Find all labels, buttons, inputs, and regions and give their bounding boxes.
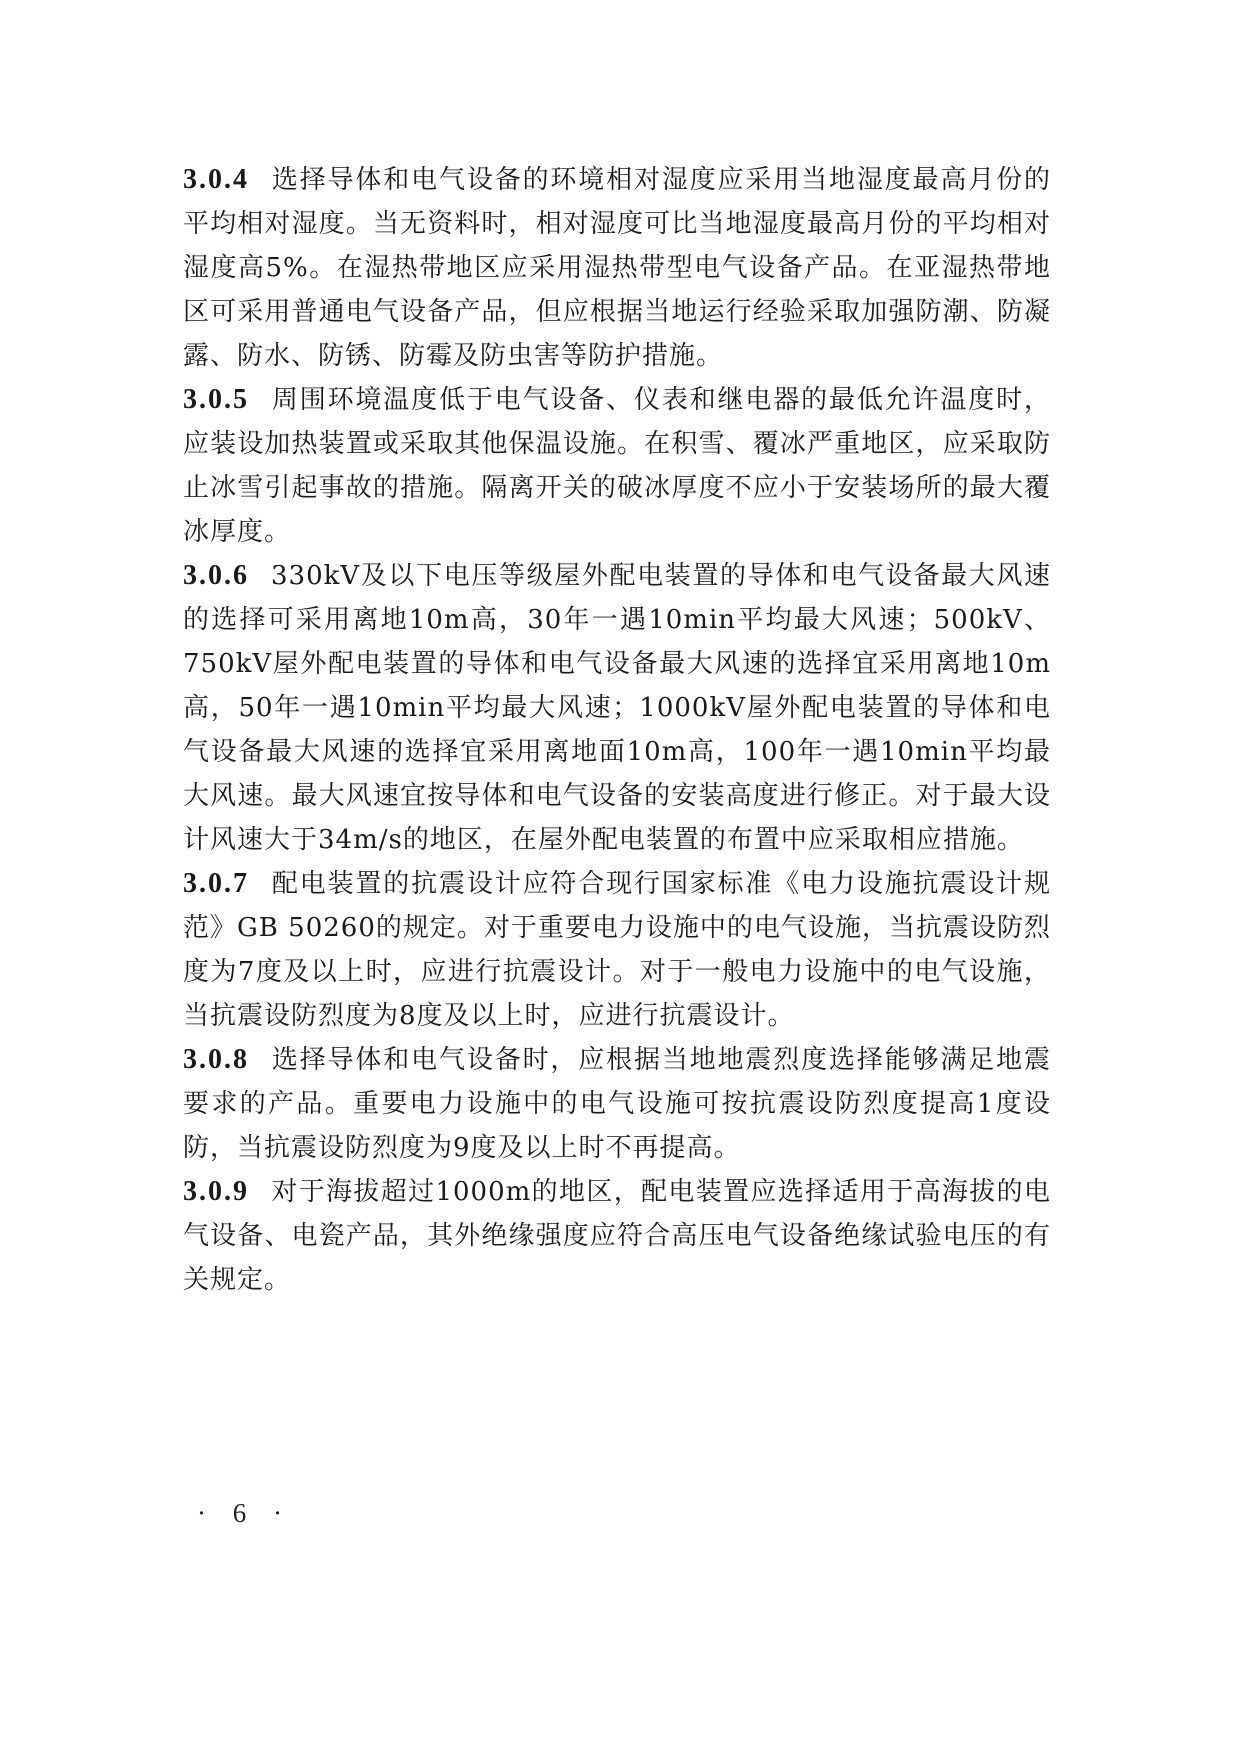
clause-number: 3.0.4 bbox=[183, 164, 249, 195]
clause-3-0-9 bbox=[183, 1170, 1051, 1302]
clause-text: 对于海拔超过1000m的地区，配电装置应选择适用于高海拔的电气设备、电瓷产品，其外绝缘强度应符合高压电气设备绝缘试验电压的有关规定。 bbox=[183, 1177, 1051, 1295]
clause-number: 3.0.6 bbox=[183, 560, 249, 591]
clause-3-0-6 bbox=[183, 554, 1051, 862]
clause-number: 3.0.5 bbox=[183, 384, 249, 415]
clause-text: 330kV及以下电压等级屋外配电装置的导体和电气设备最大风速的选择可采用离地10m高，30年一遇10min平均最大风速；500kV、750kV屋外配电装置的导体和电气设备最大风速的选择宜采用离地10m高，50年一遇10min平均最大风速；1000kV屋外配电装置的导体和电气设备最大风速的选择宜采用离地面10m高，100年一遇10min平均最大风速。最大风速宜按导体和电气设备的安装高度进行修正。对于最大设计风速大于34m/s的地区，在屋外配电装置的布置中应采取相应措施。 bbox=[183, 561, 1051, 855]
clause-number: 3.0.8 bbox=[183, 1044, 249, 1075]
clause-3-0-5 bbox=[183, 378, 1051, 554]
document-body bbox=[183, 158, 1051, 1302]
clause-text: 周围环境温度低于电气设备、仪表和继电器的最低允许温度时，应装设加热装置或采取其他保温设施。在积雪、覆冰严重地区，应采取防止冰雪引起事故的措施。隔离开关的破冰厚度不应小于安装场所的最大覆冰厚度。 bbox=[183, 385, 1051, 547]
clause-3-0-8 bbox=[183, 1038, 1051, 1170]
clause-number: 3.0.9 bbox=[183, 1176, 249, 1207]
page-number: · 6 · bbox=[197, 1498, 292, 1528]
clause-3-0-7 bbox=[183, 862, 1051, 1038]
clause-text: 选择导体和电气设备的环境相对湿度应采用当地湿度最高月份的平均相对湿度。当无资料时，相对湿度可比当地湿度最高月份的平均相对湿度高5%。在湿热带地区应采用湿热带型电气设备产品。在亚湿热带地区可采用普通电气设备产品，但应根据当地运行经验采取加强防潮、防凝露、防水、防锈、防霉及防虫害等防护措施。 bbox=[183, 165, 1051, 371]
clause-text: 配电装置的抗震设计应符合现行国家标准《电力设施抗震设计规范》GB 50260的规定。对于重要电力设施中的电气设施，当抗震设防烈度为7度及以上时，应进行抗震设计。对于一般电力设施中的电气设施，当抗震设防烈度为8度及以上时，应进行抗震设计。 bbox=[183, 869, 1051, 1031]
clause-number: 3.0.7 bbox=[183, 868, 249, 899]
clause-3-0-4 bbox=[183, 158, 1051, 378]
clause-text: 选择导体和电气设备时，应根据当地地震烈度选择能够满足地震要求的产品。重要电力设施中的电气设施可按抗震设防烈度提高1度设防，当抗震设防烈度为9度及以上时不再提高。 bbox=[183, 1045, 1051, 1163]
